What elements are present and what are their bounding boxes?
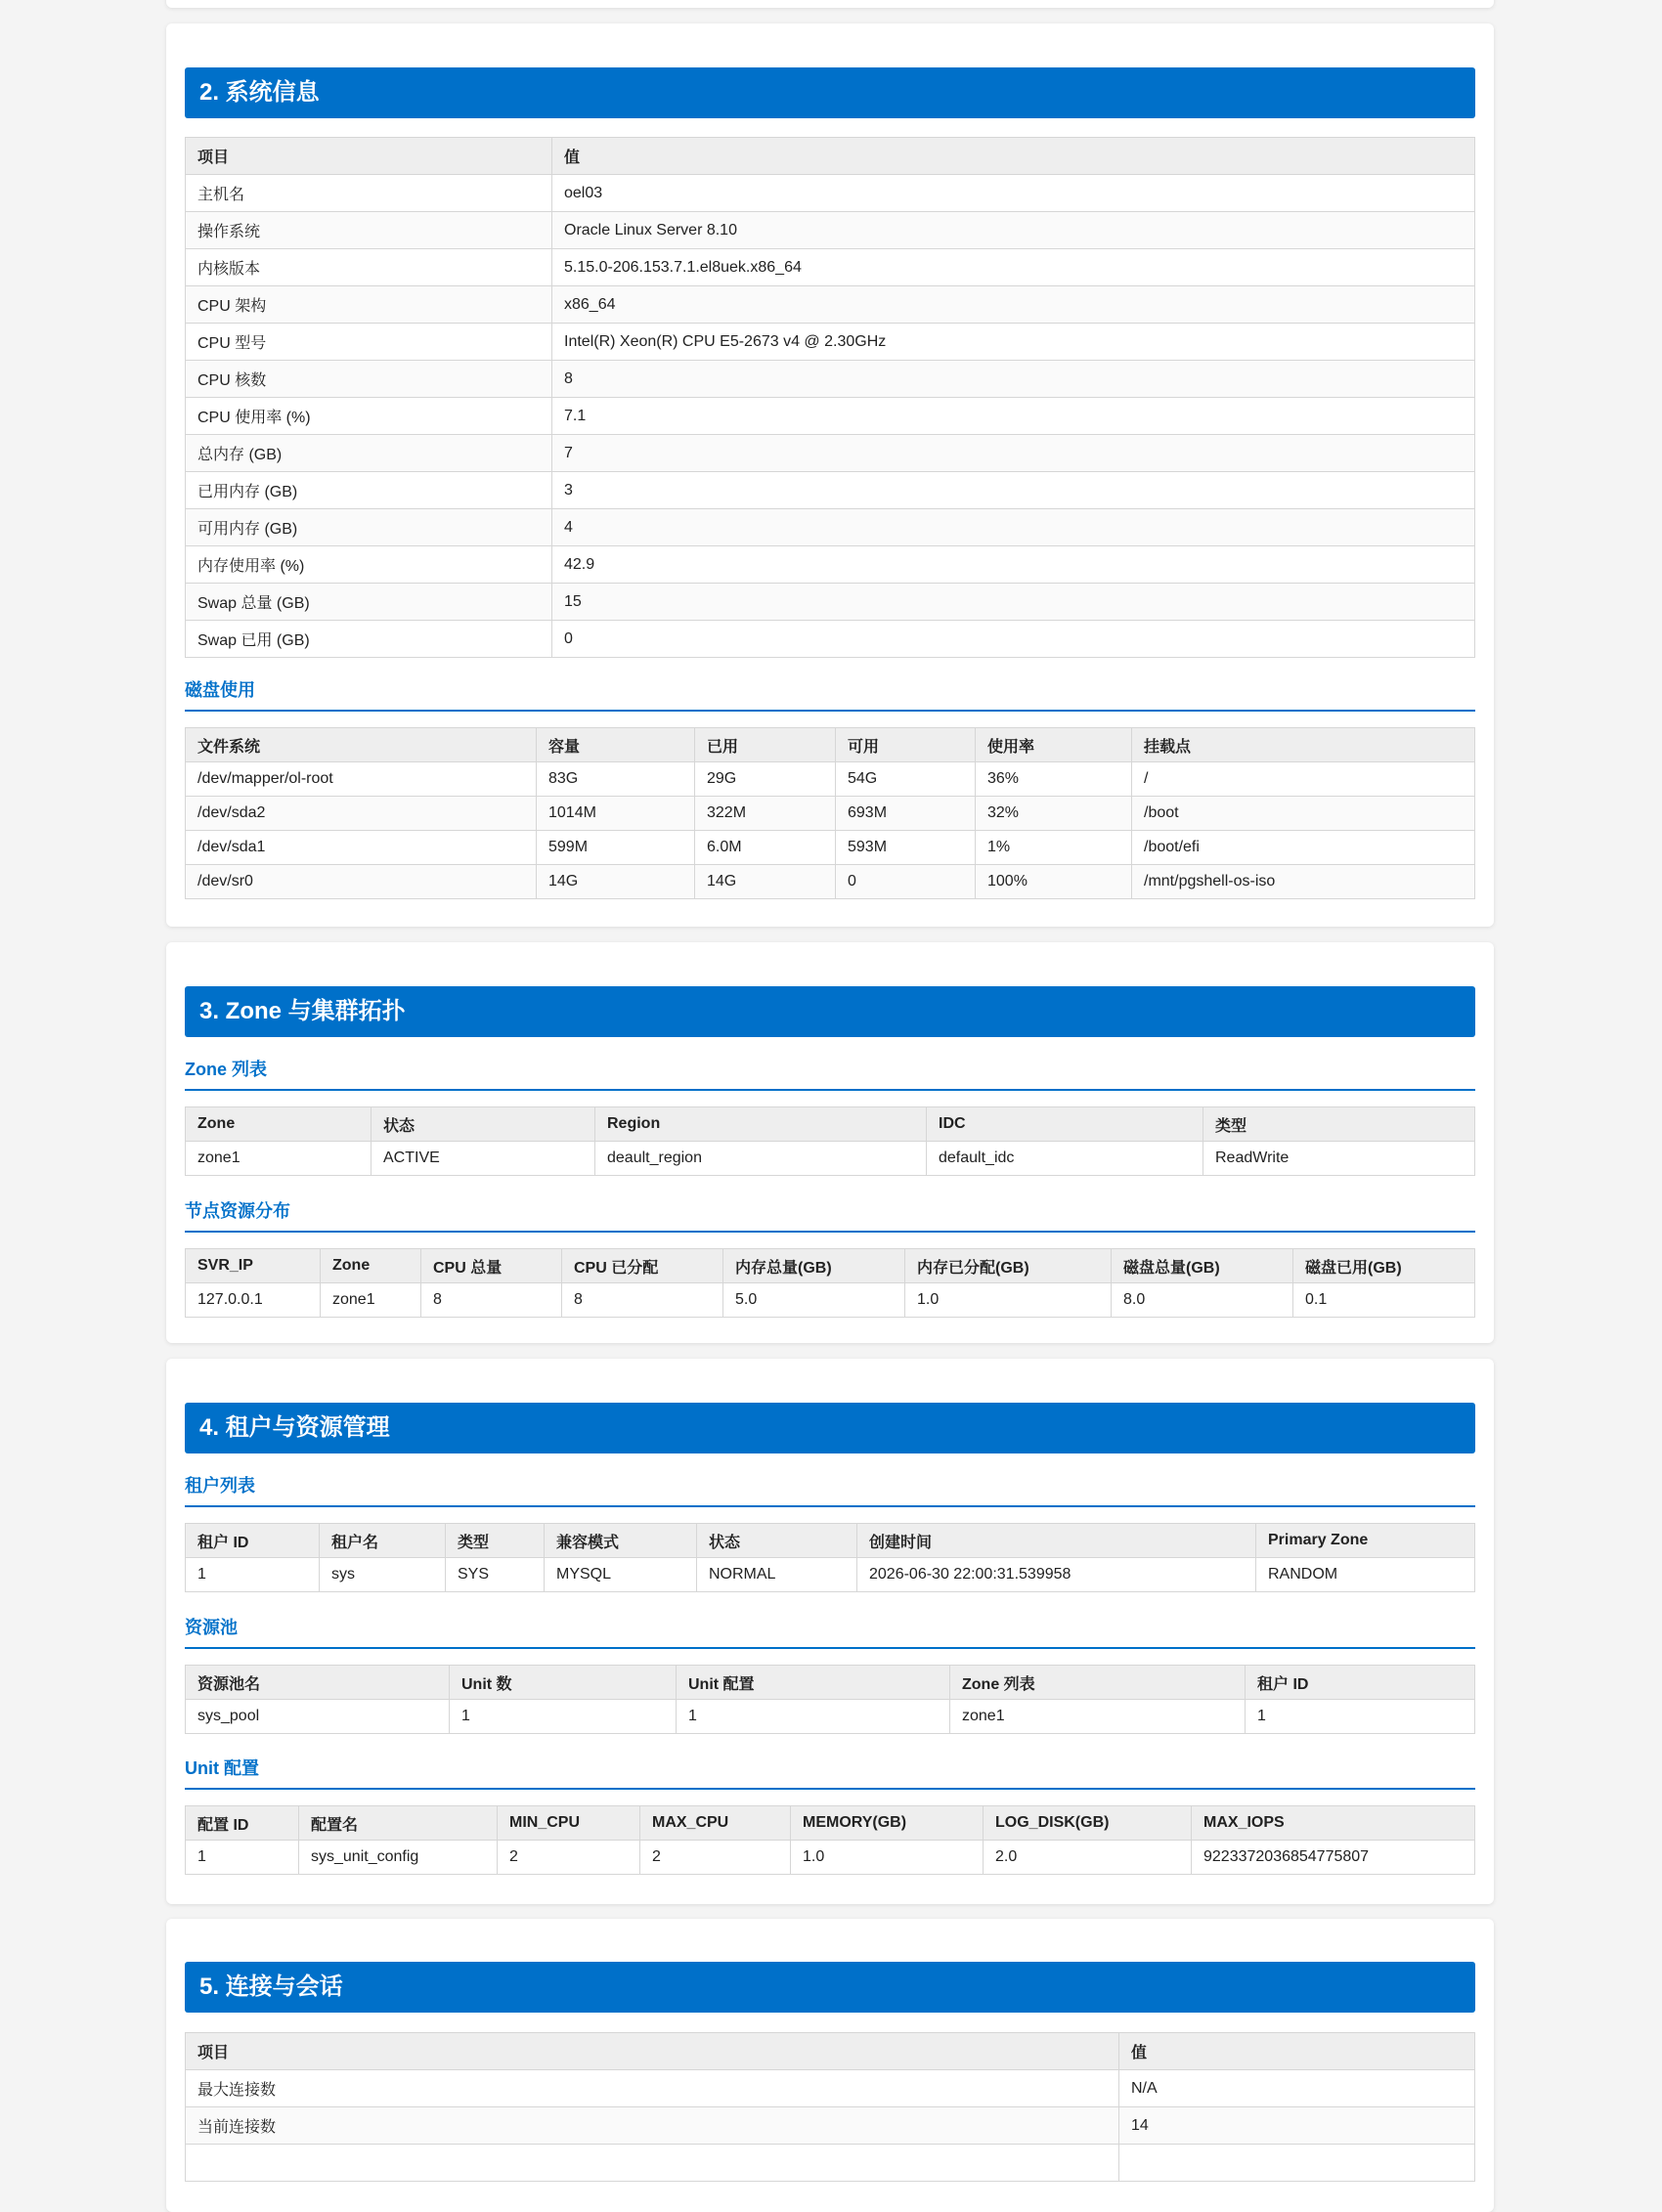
table-cell: zone1 xyxy=(186,1142,372,1176)
table-cell: 2 xyxy=(498,1841,640,1875)
table-cell: /dev/sda1 xyxy=(186,831,537,865)
table-cell xyxy=(186,2145,1119,2182)
table-cell: /boot xyxy=(1132,797,1475,831)
item-value: 7.1 xyxy=(552,398,1475,435)
table-header-row xyxy=(186,728,1475,762)
column-header: 项目 xyxy=(186,2033,1119,2070)
table-cell: 1 xyxy=(1246,1700,1475,1734)
zone-list-table xyxy=(185,1106,1475,1176)
table-row xyxy=(186,865,1475,899)
column-header: 使用率 xyxy=(976,728,1132,762)
item-value: Oracle Linux Server 8.10 xyxy=(552,212,1475,249)
table-row xyxy=(186,212,1475,249)
item-label: 已用内存 (GB) xyxy=(186,472,552,509)
column-header: 可用 xyxy=(836,728,976,762)
column-header: IDC xyxy=(927,1107,1203,1142)
table-cell: 1 xyxy=(186,1841,299,1875)
connections-table xyxy=(185,2032,1475,2182)
table-header-row xyxy=(186,138,1475,175)
table-cell: 14G xyxy=(537,865,695,899)
item-value: 5.15.0-206.153.7.1.el8uek.x86_64 xyxy=(552,249,1475,286)
table-cell: RANDOM xyxy=(1256,1558,1475,1592)
disk-usage-table xyxy=(185,727,1475,899)
table-row xyxy=(186,175,1475,212)
item-label: 主机名 xyxy=(186,175,552,212)
column-header: 租户 ID xyxy=(1246,1666,1475,1700)
table-cell: 8.0 xyxy=(1112,1283,1293,1318)
table-header-row xyxy=(186,1666,1475,1700)
table-row xyxy=(186,831,1475,865)
table-cell: ReadWrite xyxy=(1203,1142,1475,1176)
item-label: 总内存 (GB) xyxy=(186,435,552,472)
section-tenant-resources xyxy=(166,1359,1494,1904)
section-connections xyxy=(166,1919,1494,2212)
subsection-title-node-resources: 节点资源分布 xyxy=(185,1197,1475,1233)
table-cell: 100% xyxy=(976,865,1132,899)
column-header: 容量 xyxy=(537,728,695,762)
table-cell: /dev/sda2 xyxy=(186,797,537,831)
table-row xyxy=(186,762,1475,797)
column-header: SVR_IP xyxy=(186,1249,321,1283)
column-header: CPU 总量 xyxy=(421,1249,562,1283)
table-cell: 5.0 xyxy=(723,1283,905,1318)
subsection-title-zone-list: Zone 列表 xyxy=(185,1056,1475,1091)
table-cell: 1.0 xyxy=(905,1283,1112,1318)
column-header: Region xyxy=(595,1107,927,1142)
column-header: 租户名 xyxy=(320,1524,446,1558)
column-header: Zone xyxy=(321,1249,421,1283)
unit-config-table xyxy=(185,1805,1475,1875)
table-header-row xyxy=(186,1524,1475,1558)
item-value: 4 xyxy=(552,509,1475,546)
tenant-list-table xyxy=(185,1523,1475,1592)
table-row xyxy=(186,621,1475,658)
table-row xyxy=(186,1700,1475,1734)
subsection-title-unit-config: Unit 配置 xyxy=(185,1755,1475,1790)
node-resource-table xyxy=(185,1248,1475,1318)
table-cell: /dev/mapper/ol-root xyxy=(186,762,537,797)
table-cell: 1 xyxy=(450,1700,677,1734)
item-value: oel03 xyxy=(552,175,1475,212)
item-value: 15 xyxy=(552,584,1475,621)
subsection-title-disk: 磁盘使用 xyxy=(185,676,1475,712)
item-value: x86_64 xyxy=(552,286,1475,324)
system-info-table xyxy=(185,137,1475,658)
column-header: 类型 xyxy=(1203,1107,1475,1142)
table-row xyxy=(186,2070,1475,2107)
table-cell: 1 xyxy=(677,1700,950,1734)
item-label: 操作系统 xyxy=(186,212,552,249)
column-header: 已用 xyxy=(695,728,836,762)
column-header: MEMORY(GB) xyxy=(791,1806,984,1841)
table-cell: zone1 xyxy=(950,1700,1246,1734)
item-value: 14 xyxy=(1119,2107,1475,2145)
column-header: 创建时间 xyxy=(857,1524,1256,1558)
table-row xyxy=(186,2145,1475,2182)
table-row xyxy=(186,472,1475,509)
item-label: 当前连接数 xyxy=(186,2107,1119,2145)
item-label: CPU 架构 xyxy=(186,286,552,324)
table-row xyxy=(186,249,1475,286)
table-cell: sys xyxy=(320,1558,446,1592)
subsection-title-resource-pool: 资源池 xyxy=(185,1614,1475,1649)
table-row xyxy=(186,509,1475,546)
item-label: CPU 型号 xyxy=(186,324,552,361)
table-cell: 0.1 xyxy=(1293,1283,1475,1318)
column-header: LOG_DISK(GB) xyxy=(984,1806,1192,1841)
table-row xyxy=(186,286,1475,324)
column-header: MAX_CPU xyxy=(640,1806,791,1841)
column-header: Unit 数 xyxy=(450,1666,677,1700)
item-label: Swap 总量 (GB) xyxy=(186,584,552,621)
column-header: Primary Zone xyxy=(1256,1524,1475,1558)
section-title-system-info: 2. 系统信息 xyxy=(185,67,1475,118)
table-cell: 54G xyxy=(836,762,976,797)
column-header: 类型 xyxy=(446,1524,545,1558)
table-cell: sys_pool xyxy=(186,1700,450,1734)
table-row xyxy=(186,2107,1475,2145)
table-cell: 0 xyxy=(836,865,976,899)
previous-section-card xyxy=(166,0,1494,8)
table-cell: / xyxy=(1132,762,1475,797)
table-row xyxy=(186,546,1475,584)
item-label: 可用内存 (GB) xyxy=(186,509,552,546)
table-cell: zone1 xyxy=(321,1283,421,1318)
table-cell: 36% xyxy=(976,762,1132,797)
table-cell xyxy=(1119,2145,1475,2182)
table-row xyxy=(186,1142,1475,1176)
column-header: MAX_IOPS xyxy=(1192,1806,1475,1841)
column-header: 状态 xyxy=(697,1524,857,1558)
item-value: 8 xyxy=(552,361,1475,398)
column-header: 资源池名 xyxy=(186,1666,450,1700)
item-label: 内存使用率 (%) xyxy=(186,546,552,584)
column-header: 文件系统 xyxy=(186,728,537,762)
table-cell: 83G xyxy=(537,762,695,797)
column-header: Unit 配置 xyxy=(677,1666,950,1700)
column-header: 项目 xyxy=(186,138,552,175)
table-cell: 593M xyxy=(836,831,976,865)
table-cell: 1% xyxy=(976,831,1132,865)
table-header-row xyxy=(186,1107,1475,1142)
section-title-tenant-resources: 4. 租户与资源管理 xyxy=(185,1403,1475,1453)
column-header: 磁盘已用(GB) xyxy=(1293,1249,1475,1283)
table-header-row xyxy=(186,1806,1475,1841)
column-header: 租户 ID xyxy=(186,1524,320,1558)
table-cell: 32% xyxy=(976,797,1132,831)
column-header: Zone xyxy=(186,1107,372,1142)
resource-pool-table xyxy=(185,1665,1475,1734)
table-row xyxy=(186,1558,1475,1592)
item-value: 42.9 xyxy=(552,546,1475,584)
column-header: 内存已分配(GB) xyxy=(905,1249,1112,1283)
item-label: 内核版本 xyxy=(186,249,552,286)
item-label: CPU 使用率 (%) xyxy=(186,398,552,435)
table-cell: /mnt/pgshell-os-iso xyxy=(1132,865,1475,899)
table-cell: 1014M xyxy=(537,797,695,831)
column-header: Zone 列表 xyxy=(950,1666,1246,1700)
section-zone-topology xyxy=(166,942,1494,1343)
column-header: 值 xyxy=(1119,2033,1475,2070)
table-header-row xyxy=(186,1249,1475,1283)
table-row xyxy=(186,584,1475,621)
column-header: 配置 ID xyxy=(186,1806,299,1841)
table-row xyxy=(186,1283,1475,1318)
item-value: 3 xyxy=(552,472,1475,509)
column-header: 值 xyxy=(552,138,1475,175)
subsection-title-tenant-list: 租户列表 xyxy=(185,1472,1475,1507)
table-row xyxy=(186,324,1475,361)
section-title-connections: 5. 连接与会话 xyxy=(185,1962,1475,2013)
column-header: MIN_CPU xyxy=(498,1806,640,1841)
table-cell: 8 xyxy=(562,1283,723,1318)
column-header: 兼容模式 xyxy=(545,1524,697,1558)
table-cell: 1.0 xyxy=(791,1841,984,1875)
table-cell: 322M xyxy=(695,797,836,831)
item-label: 最大连接数 xyxy=(186,2070,1119,2107)
column-header: 内存总量(GB) xyxy=(723,1249,905,1283)
table-cell: 1 xyxy=(186,1558,320,1592)
table-cell: SYS xyxy=(446,1558,545,1592)
column-header: 磁盘总量(GB) xyxy=(1112,1249,1293,1283)
table-cell: MYSQL xyxy=(545,1558,697,1592)
table-row xyxy=(186,797,1475,831)
table-cell: 127.0.0.1 xyxy=(186,1283,321,1318)
item-value: Intel(R) Xeon(R) CPU E5-2673 v4 @ 2.30GHz xyxy=(552,324,1475,361)
table-cell: 599M xyxy=(537,831,695,865)
table-cell: 9223372036854775807 xyxy=(1192,1841,1475,1875)
item-label: Swap 已用 (GB) xyxy=(186,621,552,658)
table-cell: 14G xyxy=(695,865,836,899)
item-value: N/A xyxy=(1119,2070,1475,2107)
table-cell: 8 xyxy=(421,1283,562,1318)
table-row xyxy=(186,361,1475,398)
table-cell: /boot/efi xyxy=(1132,831,1475,865)
table-row xyxy=(186,1841,1475,1875)
table-cell: NORMAL xyxy=(697,1558,857,1592)
table-cell: 2 xyxy=(640,1841,791,1875)
table-cell: 693M xyxy=(836,797,976,831)
table-row xyxy=(186,435,1475,472)
table-cell: default_idc xyxy=(927,1142,1203,1176)
table-cell: 2.0 xyxy=(984,1841,1192,1875)
table-cell: sys_unit_config xyxy=(299,1841,498,1875)
table-row xyxy=(186,398,1475,435)
table-cell: 2026-06-30 22:00:31.539958 xyxy=(857,1558,1256,1592)
item-value: 0 xyxy=(552,621,1475,658)
table-cell: 6.0M xyxy=(695,831,836,865)
column-header: 状态 xyxy=(372,1107,595,1142)
section-title-zone-topology: 3. Zone 与集群拓扑 xyxy=(185,986,1475,1037)
column-header: 挂载点 xyxy=(1132,728,1475,762)
column-header: 配置名 xyxy=(299,1806,498,1841)
column-header: CPU 已分配 xyxy=(562,1249,723,1283)
table-cell: ACTIVE xyxy=(372,1142,595,1176)
table-cell: /dev/sr0 xyxy=(186,865,537,899)
table-cell: deault_region xyxy=(595,1142,927,1176)
table-cell: 29G xyxy=(695,762,836,797)
table-header-row xyxy=(186,2033,1475,2070)
item-value: 7 xyxy=(552,435,1475,472)
item-label: CPU 核数 xyxy=(186,361,552,398)
section-system-info xyxy=(166,23,1494,927)
